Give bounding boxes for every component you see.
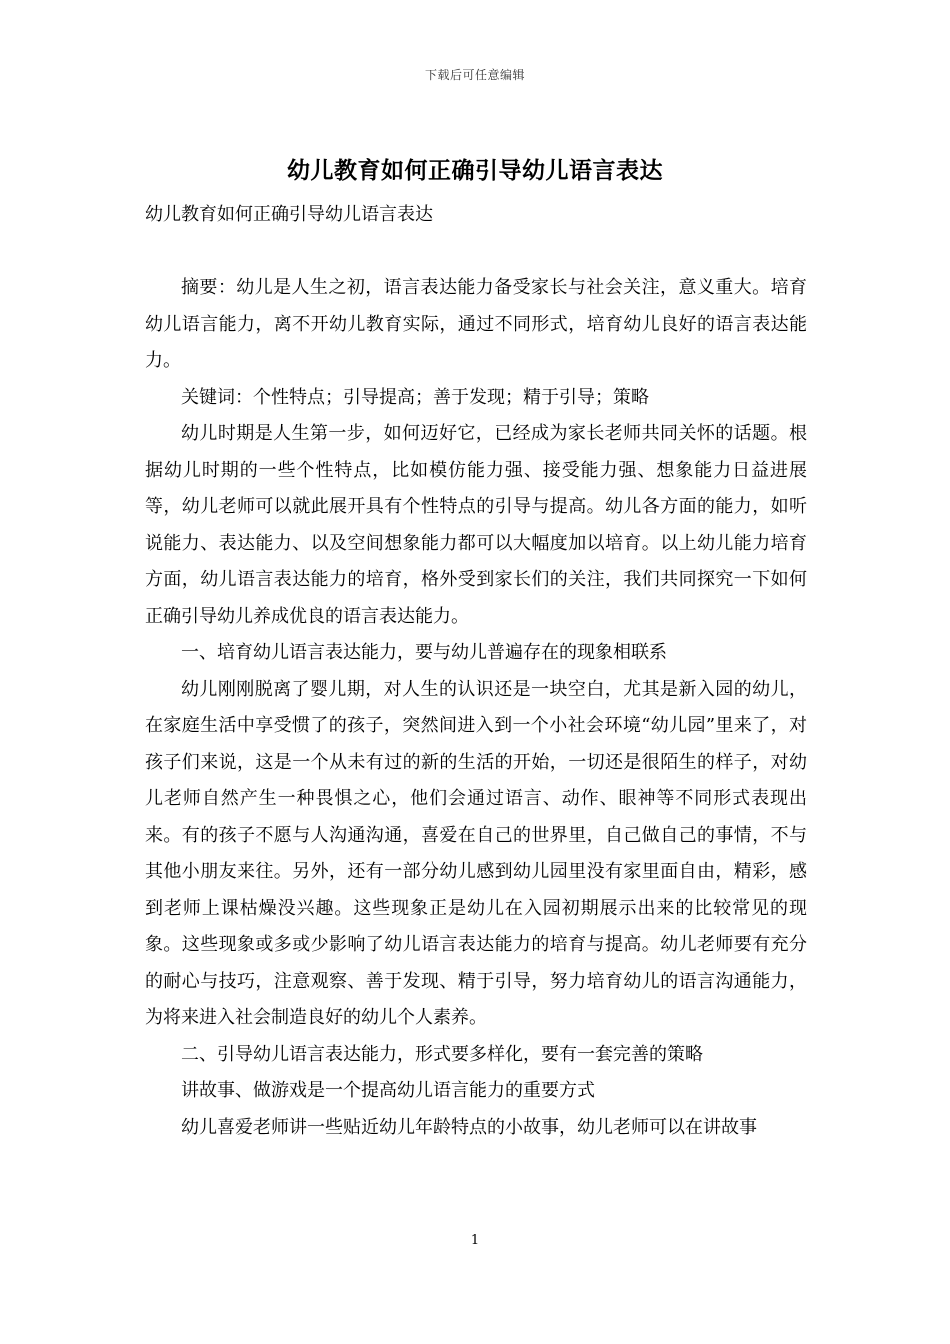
intro-paragraph: 幼儿时期是人生第一步，如何迈好它，已经成为家长老师共同关怀的话题。根据幼儿时期的一些个性特点，比如模仿能力强、接受能力强、想象能力日益进展等，幼儿老师可以就此展开具有个性特点的引导与提高。幼儿各方面的能力，如听说能力、表达能力、以及空间想象能力都可以大幅度加以培育。以上幼儿能力培育方面，幼儿语言表达能力的培育，格外受到家长们的关注，我们共同探究一下如何正确引导幼儿养成优良的语言表达能力。: [145, 423, 807, 627]
document-subtitle: 幼儿教育如何正确引导幼儿语言表达: [145, 204, 433, 225]
section-1-paragraph: 幼儿刚刚脱离了婴儿期，对人生的认识还是一块空白，尤其是新入园的幼儿，在家庭生活中享受惯了的孩子，突然间进入到一个小社会环境“幼儿园”里来了，对孩子们来说，这是一个从未有过的新的生活的开始，一切还是很陌生的样子，对幼儿老师自然产生一种畏惧之心，他们会通过语言、动作、眼神等不同形式表现出来。有的孩子不愿与人沟通沟通，喜爱在自己的世界里，自己做自己的事情，不与其他小朋友来往。另外，还有一部分幼儿感到幼儿园里没有家里面自由，精彩，感到老师上课枯燥没兴趣。这些现象正是幼儿在入园初期展示出来的比较常见的现象。这些现象或多或少影响了幼儿语言表达能力的培育与提高。幼儿老师要有充分的耐心与技巧，注意观察、善于发现、精于引导，努力培育幼儿的语言沟通能力，为将来进入社会制造良好的幼儿个人素养。: [145, 678, 807, 1028]
subsection-paragraph: 幼儿喜爱老师讲一些贴近幼儿年龄特点的小故事，幼儿老师可以在讲故事: [181, 1116, 757, 1138]
page-number: 1: [470, 1233, 480, 1248]
section-heading-1: 一、培育幼儿语言表达能力，要与幼儿普遍存在的现象相联系: [181, 642, 667, 663]
document-title: 幼儿教育如何正确引导幼儿语言表达: [287, 157, 663, 184]
subsection-heading: 讲故事、做游戏是一个提高幼儿语言能力的重要方式: [181, 1080, 595, 1101]
header-note: 下载后可任意编辑: [424, 68, 525, 82]
section-heading-2: 二、引导幼儿语言表达能力，形式要多样化，要有一套完善的策略: [181, 1043, 703, 1065]
keywords-paragraph: 关键词：个性特点；引导提高；善于发现；精于引导；策略: [181, 386, 649, 408]
document-body: [145, 270, 807, 1146]
abstract-paragraph: 摘要：幼儿是人生之初，语言表达能力备受家长与社会关注，意义重大。培育幼儿语言能力，离不开幼儿教育实际，通过不同形式，培育幼儿良好的语言表达能力。: [145, 277, 807, 371]
